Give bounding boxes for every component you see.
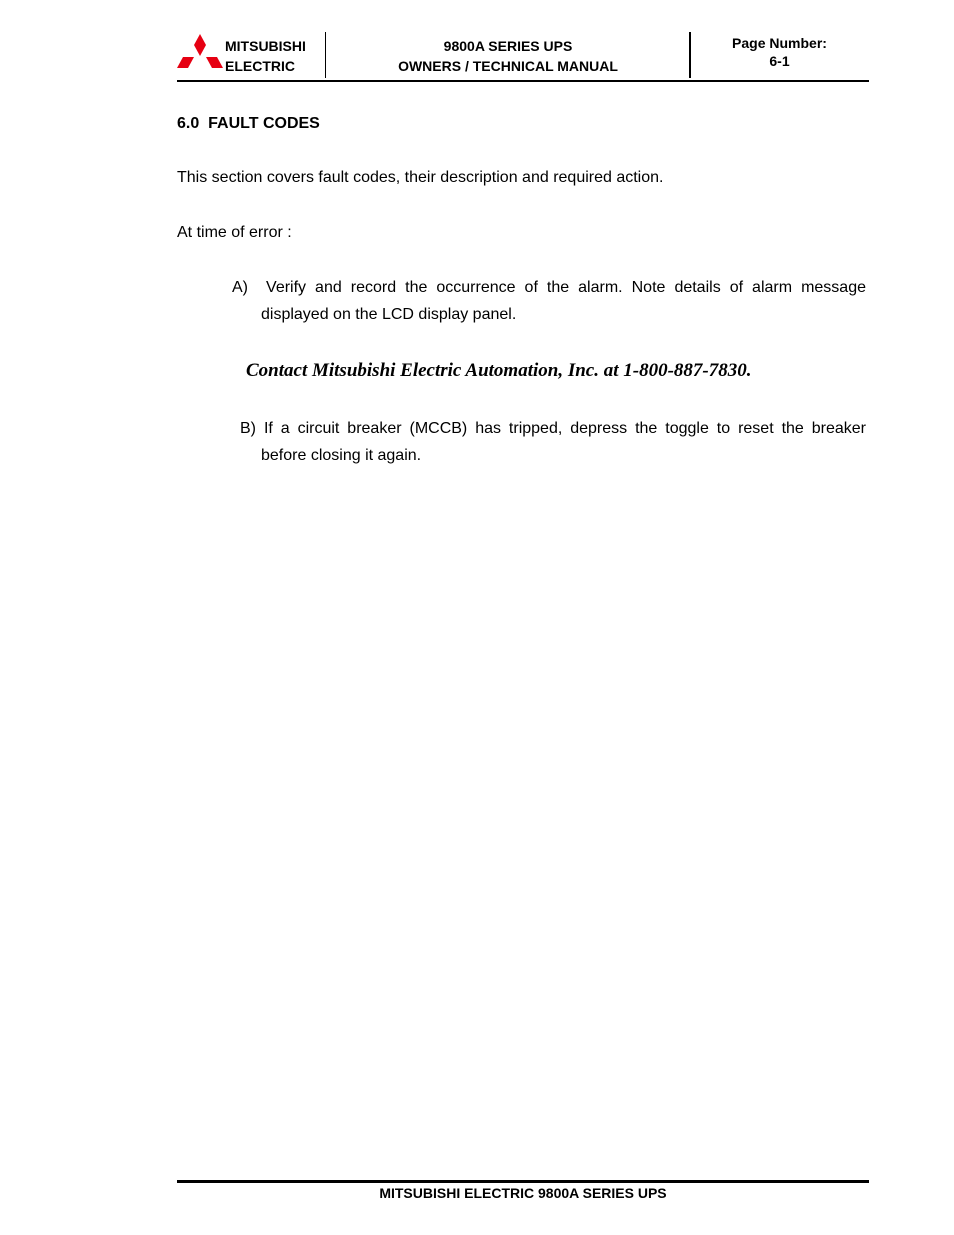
intro-paragraph: This section covers fault codes, their description and required action. xyxy=(177,169,664,186)
footer-text: MITSUBISHI ELECTRIC 9800A SERIES UPS xyxy=(379,1185,667,1201)
list-text-b: If a circuit breaker (MCCB) has tripped, depress the toggle to reset the breaker before closing it again. xyxy=(261,420,866,464)
header-divider xyxy=(325,32,326,78)
section-title: 6.0 FAULT CODES xyxy=(177,115,320,132)
three-diamond-logo-icon xyxy=(177,34,223,72)
at-time-paragraph: At time of error : xyxy=(177,224,292,241)
list-item-a xyxy=(232,274,866,328)
brand-line-2: ELECTRIC xyxy=(225,58,295,74)
document-title xyxy=(327,36,689,76)
list-text-a: Verify and record the occurrence of the alarm. Note details of alarm message displayed on the LCD display panel. xyxy=(261,279,867,323)
brand-line-1: MITSUBISHI xyxy=(225,38,306,54)
page-number-label: Page Number: xyxy=(732,35,827,51)
header-divider xyxy=(689,32,691,78)
page-number-block xyxy=(692,34,867,70)
page-number-value: 6-1 xyxy=(769,53,790,69)
document-title-line-1: 9800A SERIES UPS xyxy=(443,38,573,54)
list-item-b xyxy=(240,415,866,469)
brand-name xyxy=(225,36,306,76)
document-title-line-2: OWNERS / TECHNICAL MANUAL xyxy=(398,58,618,74)
list-marker-a: A) xyxy=(232,279,248,296)
page-header xyxy=(177,30,869,82)
contact-line: Contact Mitsubishi Electric Automation, Inc. at 1-800-887-7830. xyxy=(246,360,752,381)
footer-rule xyxy=(177,1180,869,1183)
list-marker-b: B) xyxy=(240,420,256,437)
